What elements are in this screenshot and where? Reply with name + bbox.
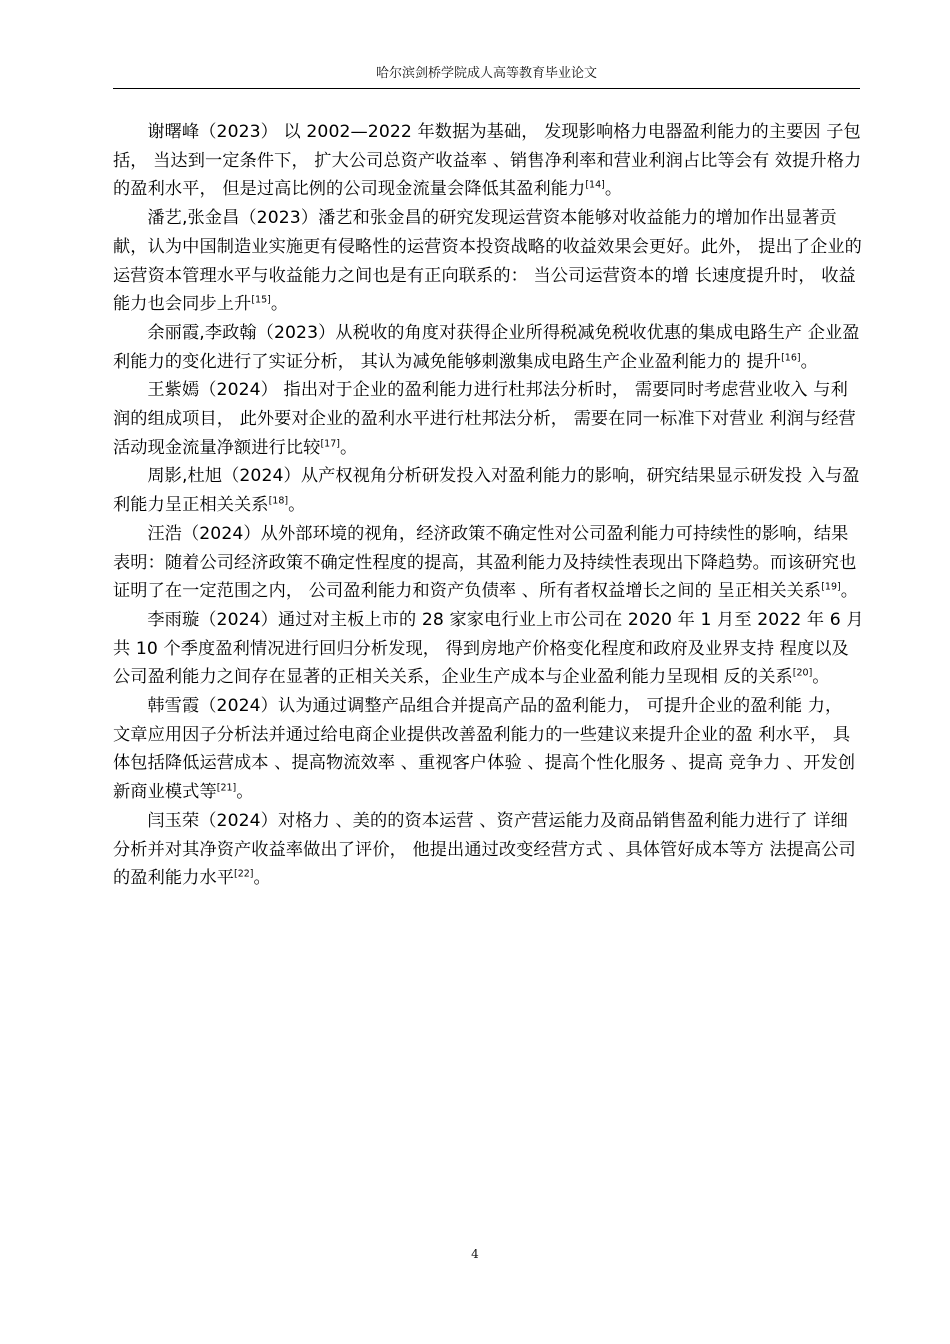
paragraph: [113, 376, 865, 462]
citation-ref: [17]: [320, 438, 340, 449]
paragraph: [113, 520, 865, 606]
paragraph-text: 谢曙峰（2023） 以 2002—2022 年数据为基础， 发现影响格力电器盈利能力的主要因 子包括， 当达到一定条件下， 扩大公司总资产收益率 、销售净利率和营业利润占比等会有 效提升格力的盈利水平， 但是过高比例的公司现金流量会降低其盈利能力: [113, 122, 862, 200]
citation-ref: [14]: [585, 179, 605, 191]
citation-ref: [22]: [234, 868, 254, 880]
citation-ref: [20]: [792, 667, 813, 679]
citation-ref: [18]: [268, 495, 289, 507]
paragraph-end: 。: [604, 179, 623, 200]
paragraph-text: 周影,杜旭（2024）从产权视角分析研发投入对盈利能力的影响，研究结果显示研发投 入与盈利能力呈正相关关系: [113, 466, 860, 516]
paragraph-end: 。: [253, 868, 271, 889]
paragraph: [113, 204, 865, 319]
paragraph: [113, 692, 865, 807]
paragraph-end: 。: [236, 782, 254, 803]
paragraph: [113, 118, 865, 204]
paragraph: [113, 807, 865, 893]
body-text: [113, 118, 865, 893]
paragraph-text: 汪浩（2024）从外部环境的视角，经济政策不确定性对公司盈利能力可持续性的影响，结果表明：随着公司经济政策不确定性程度的提高，其盈利能力及持续性表现出下降趋势。而该研究也证明了在一定范围之内， 公司盈利能力和资产负债率 、所有者权益增长之间的 呈正相关关系: [113, 523, 857, 602]
page-header-title: 哈尔滨剑桥学院成人高等教育毕业论文: [375, 66, 597, 81]
paragraph: [113, 319, 865, 376]
paragraph: [113, 606, 865, 692]
paragraph-end: 。: [800, 351, 818, 372]
paragraph-text: 闫玉荣（2024）对格力 、美的的资本运营 、资产营运能力及商品销售盈利能力进行了 详细分析并对其净资产收益率做出了评价， 他提出通过改变经营方式 、具体管好成本等方 法提高公司的盈利能力水平: [113, 810, 856, 889]
paragraph-end: 。: [840, 581, 859, 602]
paragraph: [113, 462, 865, 519]
paragraph-text: 李雨璇（2024）通过对主板上市的 28 家家电行业上市公司在 2020 年 1 月至 2022 年 6 月共 10 个季度盈利情况进行回归分析发现， 得到房地产价格变化程度和政府及业界支持 程度以及公司盈利能力之间存在显著的正相关关系，企业生产成本与企业盈利能力呈现相 反的关系: [113, 609, 864, 688]
paragraph-end: 。: [812, 667, 830, 688]
citation-ref: [15]: [251, 294, 271, 306]
citation-ref: [21]: [216, 782, 237, 794]
paragraph-text: 余丽霞,李政翰（2023）从税收的角度对获得企业所得税减免税收优惠的集成电路生产 企业盈利能力的变化进行了实证分析， 其认为减免能够刺激集成电路生产企业盈利能力的 提升: [113, 322, 860, 372]
citation-ref: [19]: [821, 581, 841, 593]
paragraph-text: 韩雪霞（2024）认为通过调整产品组合并提高产品的盈利能力， 可提升企业的盈利能 力， 文章应用因子分析法并通过给电商企业提供改善盈利能力的一些建议来提升企业的盈 利水平， 具体包括降低运营成本 、提高物流效率 、重视客户体验 、提高个性化服务 、提高 竞争力 、开发创新商业模式等: [113, 696, 856, 803]
paragraph-text: 王紫嫣（2024） 指出对于企业的盈利能力进行杜邦法分析时， 需要同时考虑营业收入 与利润的组成项目， 此外要对企业的盈利水平进行杜邦法分析， 需要在同一标准下对营业 利润与经营活动现金流量净额进行比较: [113, 380, 856, 458]
page-number: 4: [471, 1247, 479, 1261]
header-divider: [113, 88, 860, 89]
paragraph-end: 。: [270, 294, 289, 315]
paragraph-end: 。: [288, 495, 306, 516]
citation-ref: [16]: [781, 351, 801, 363]
paragraph-text: 潘艺,张金昌（2023）潘艺和张金昌的研究发现运营资本能够对收益能力的增加作出显著贡献，认为中国制造业实施更有侵略性的运营资本投资战略的收益效果会更好。此外， 提出了企业的运营资本管理水平与收益能力之间也是有正向联系的： 当公司运营资本的增 长速度提升时， 收益能力也会同步上升: [113, 208, 862, 315]
paragraph-end: 。: [339, 437, 358, 458]
